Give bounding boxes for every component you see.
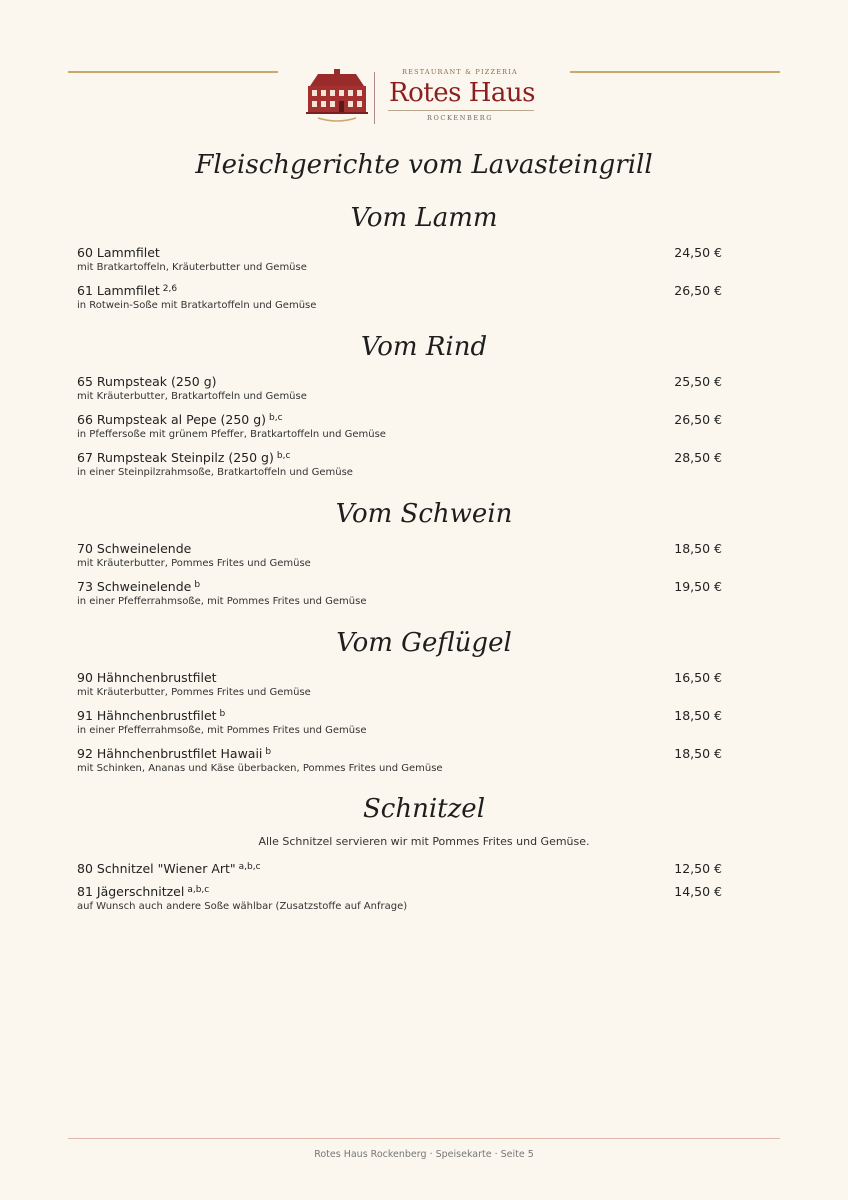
header-rule-left	[68, 71, 278, 73]
menu-item-price: 12,50 €	[674, 861, 722, 876]
menu-item-desc: mit Kräuterbutter, Bratkartoffeln und Gemüse	[77, 391, 307, 402]
menu-item-desc: mit Kräuterbutter, Pommes Frites und Gemüse	[77, 558, 311, 569]
menu-item-name: 66 Rumpsteak al Pepe (250 g) $^{b,c}$	[77, 412, 283, 427]
menu-item-desc: in einer Steinpilzrahmsoße, Bratkartoffeln und Gemüse	[77, 467, 353, 478]
menu-item-price: 14,50 €	[674, 884, 722, 899]
page-footer: Rotes Haus Rockenberg · Speisekarte · Seite 5	[314, 1149, 534, 1160]
allergen-codes: b,c	[269, 413, 283, 423]
menu-item-name: 65 Rumpsteak (250 g)	[77, 374, 217, 389]
menu-item-price: 24,50 €	[674, 245, 722, 260]
page-title: Fleischgerichte vom Lavasteingrill	[195, 150, 653, 180]
allergen-codes: a,b,c	[238, 862, 261, 872]
section-title-gefluegel: Vom Geflügel	[336, 628, 512, 658]
menu-item-name: 91 Hähnchenbrustfilet $^b$	[77, 708, 226, 723]
menu-item-name: 81 Jägerschnitzel $^{a,b,c}$	[77, 884, 210, 899]
allergen-codes: b	[265, 747, 272, 757]
section-title-schnitzel: Schnitzel	[362, 794, 486, 824]
menu-item-desc: mit Bratkartoffeln, Kräuterbutter und Gemüse	[77, 262, 307, 273]
logo-divider	[374, 72, 375, 124]
menu-item-price: 19,50 €	[674, 579, 722, 594]
menu-item-name: 73 Schweinelende $^b$	[77, 579, 201, 594]
restaurant-logo	[298, 60, 543, 130]
allergen-codes: b,c	[276, 451, 291, 461]
menu-item-price: 28,50 €	[674, 450, 722, 465]
footer-rule	[68, 1138, 780, 1139]
logo-name: Rotes Haus	[389, 78, 535, 108]
allergen-codes: b	[194, 580, 201, 590]
menu-item-name: 90 Hähnchenbrustfilet	[77, 670, 217, 685]
menu-item-price: 26,50 €	[674, 283, 722, 298]
menu-item-price: 18,50 €	[674, 746, 722, 761]
logo-rule	[388, 110, 534, 111]
menu-item-price: 16,50 €	[674, 670, 722, 685]
menu-item-desc: in Pfeffersoße mit grünem Pfeffer, Bratkartoffeln und Gemüse	[77, 429, 386, 440]
menu-item-desc: mit Schinken, Ananas und Käse überbacken, Pommes Frites und Gemüse	[77, 763, 443, 774]
menu-item-desc: auf Wunsch auch andere Soße wählbar (Zusatzstoffe auf Anfrage)	[77, 901, 408, 912]
header-rule-right	[570, 71, 780, 73]
section-title-schwein: Vom Schwein	[335, 499, 513, 529]
menu-item-price: 18,50 €	[674, 708, 722, 723]
menu-item-name: 80 Schnitzel "Wiener Art" $^{a,b,c}$	[77, 861, 261, 876]
menu-item-name: 67 Rumpsteak Steinpilz (250 g) $^{b,c}$	[77, 450, 291, 465]
menu-item-desc: in einer Pfefferrahmsoße, mit Pommes Frites und Gemüse	[77, 725, 367, 736]
logo-town: ROCKENBERG	[426, 114, 494, 122]
menu-item-desc: mit Kräuterbutter, Pommes Frites und Gemüse	[77, 687, 311, 698]
menu-item-desc: in einer Pfefferrahmsoße, mit Pommes Frites und Gemüse	[77, 596, 367, 607]
section-title-lamm: Vom Lamm	[350, 203, 498, 233]
menu-item-price: 25,50 €	[674, 374, 722, 389]
menu-item-desc: in Rotwein-Soße mit Bratkartoffeln und Gemüse	[77, 300, 317, 311]
menu-item-price: 18,50 €	[674, 541, 722, 556]
section-title-rind: Vom Rind	[360, 332, 488, 362]
allergen-codes: a,b,c	[187, 885, 210, 895]
menu-item-name: 60 Lammfilet	[77, 245, 160, 260]
menu-item-name: 70 Schweinelende	[77, 541, 192, 556]
menu-item-name: 92 Hähnchenbrustfilet Hawaii $^b$	[77, 746, 272, 761]
logo-subtitle: RESTAURANT & PIZZERIA	[402, 68, 518, 76]
menu-item-name: 61 Lammfilet $^{2,6}$	[77, 283, 178, 298]
menu-item-price: 26,50 €	[674, 412, 722, 427]
house-icon	[304, 68, 370, 124]
section-note: Alle Schnitzel servieren wir mit Pommes Frites und Gemüse.	[258, 835, 590, 848]
allergen-codes: b	[219, 709, 226, 719]
allergen-codes: 2,6	[162, 284, 178, 294]
